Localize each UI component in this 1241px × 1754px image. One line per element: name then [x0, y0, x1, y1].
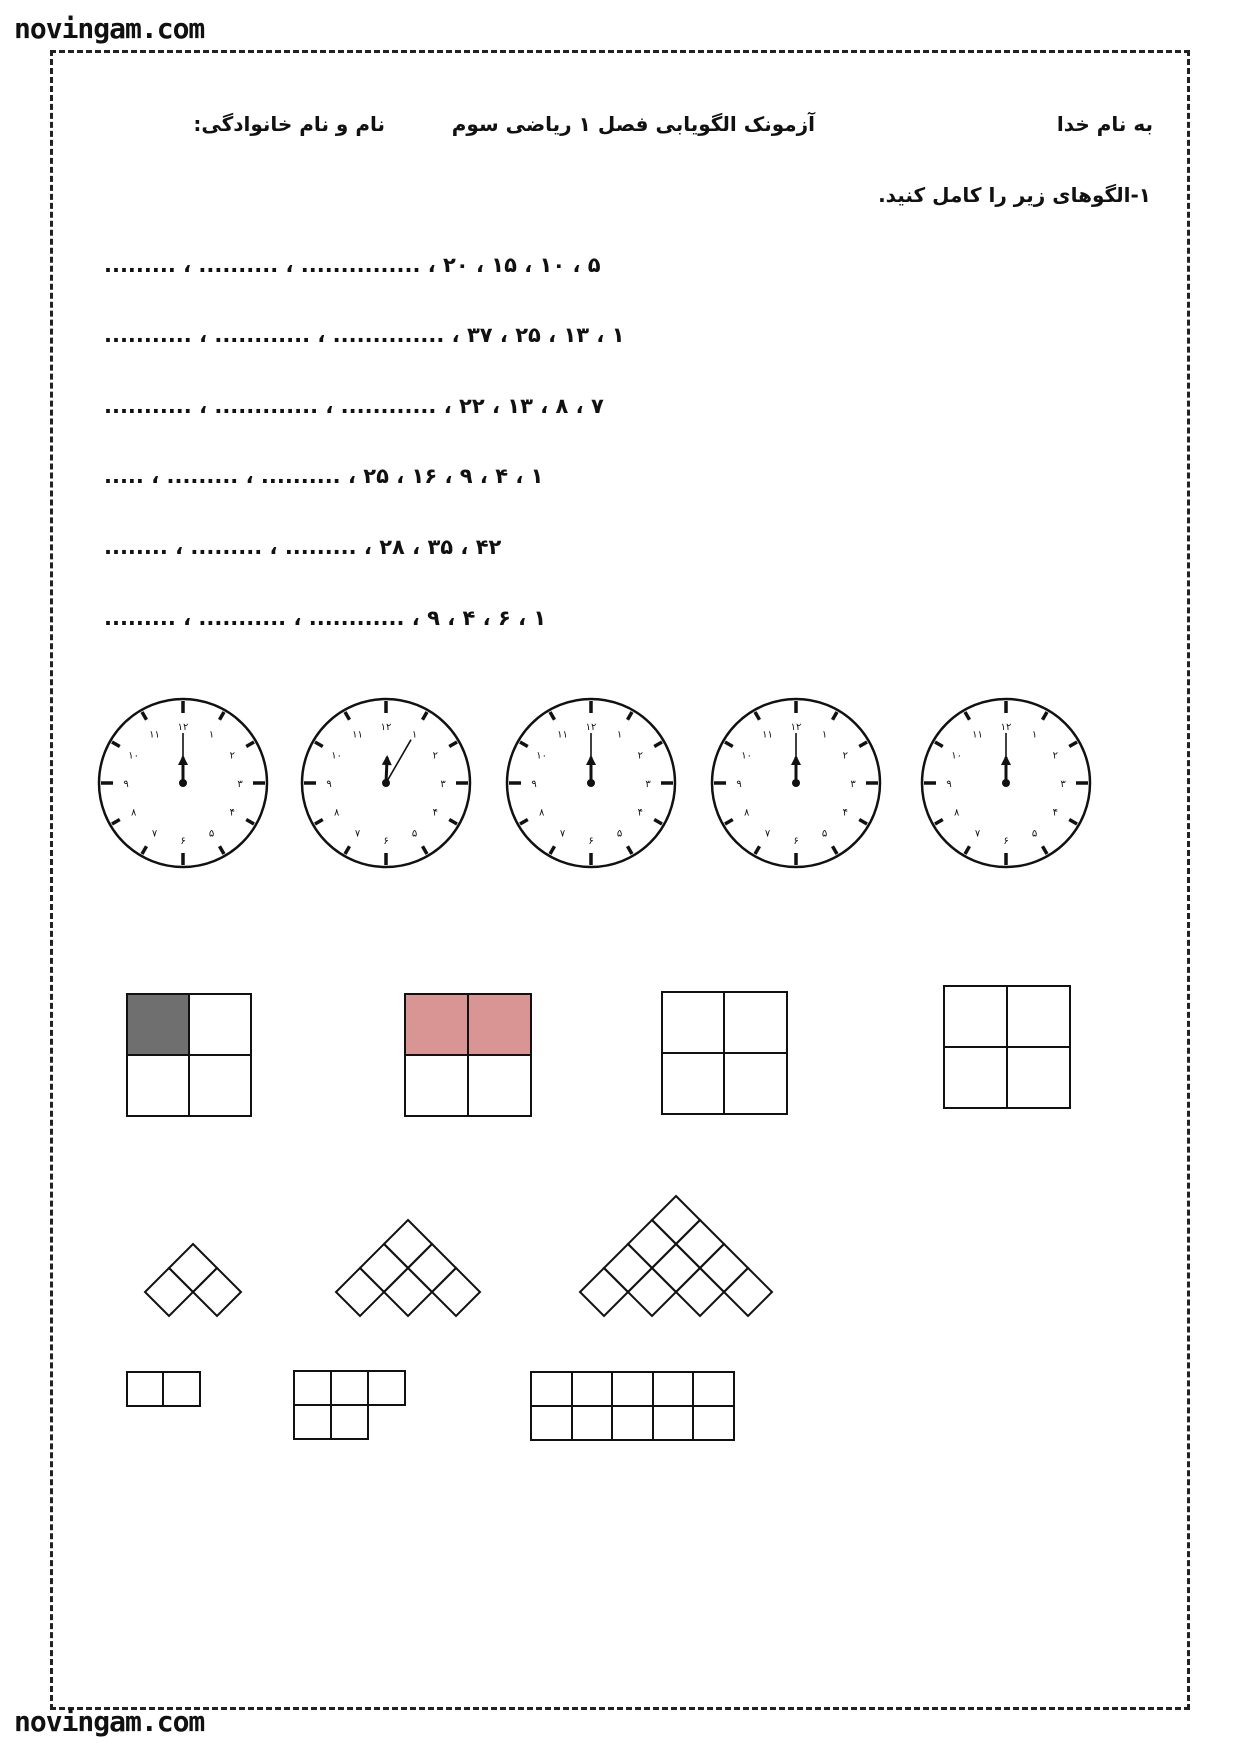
clock-numeral: ۲: [1052, 750, 1059, 762]
clock-numeral: ۳: [645, 779, 651, 790]
rectangle-pattern-3: [531, 1372, 734, 1440]
clock-numeral: ۱: [1031, 729, 1038, 741]
clock-numeral: ۱۱: [352, 729, 363, 741]
clock-numeral: ۹: [326, 779, 332, 790]
clock-numeral: ۱۱: [557, 729, 568, 741]
question-1-prompt: ۱-الگوهای زیر را کامل کنید.: [878, 183, 1151, 207]
clock-numeral: ۸: [538, 807, 545, 819]
clock-numeral: ۱۱: [762, 729, 773, 741]
clock-numeral: ۷: [764, 828, 771, 840]
rectangle-pattern-1: [127, 1372, 200, 1406]
clock-numeral: ۵: [1031, 828, 1038, 840]
clock-numeral: ۷: [559, 828, 566, 840]
clock-numeral: ۵: [208, 828, 215, 840]
clock-numeral: ۷: [974, 828, 981, 840]
clock-numeral: ۹: [946, 779, 952, 790]
clock-numeral: ۱۰: [331, 750, 343, 762]
clock-numeral: ۲: [637, 750, 644, 762]
clock-numeral: ۴: [637, 807, 644, 819]
clock-numeral: ۸: [953, 807, 960, 819]
clock-numeral: ۴: [229, 807, 236, 819]
sequence-2: ۱ ، ۱۳ ، ۲۵ ، ۳۷ ، .............. ، ............ ، ...........: [104, 323, 625, 347]
clock-numeral: ۳: [237, 779, 243, 790]
clock-numeral: ۱: [411, 729, 418, 741]
basmala: به نام خدا: [1056, 112, 1153, 136]
clock-numeral: ۶: [1003, 836, 1009, 847]
clock-numeral: ۶: [793, 836, 799, 847]
clock-numeral: ۷: [354, 828, 361, 840]
clock-numeral: ۱۲: [177, 722, 189, 733]
clock-numeral: ۹: [123, 779, 129, 790]
clock-numeral: ۹: [531, 779, 537, 790]
name-field-label: نام و نام خانوادگی:: [193, 112, 385, 136]
clock-numeral: ۳: [850, 779, 856, 790]
clock-numeral: ۴: [432, 807, 439, 819]
clock-numeral: ۶: [180, 836, 186, 847]
sequence-4: ۱ ، ۴ ، ۹ ، ۱۶ ، ۲۵ ، .......... ، ......... ، .....: [104, 464, 544, 488]
clock-numeral: ۳: [1060, 779, 1066, 790]
quiz-title: آزمونک الگویابی فصل ۱ ریاضی سوم: [451, 112, 815, 136]
clock-numeral: ۷: [151, 828, 158, 840]
clock-numeral: ۵: [411, 828, 418, 840]
clock-numeral: ۱۰: [741, 750, 753, 762]
rectangle-pattern-2: [294, 1371, 405, 1439]
clock-numeral: ۵: [616, 828, 623, 840]
clock-numeral: ۵: [821, 828, 828, 840]
clock-numeral: ۸: [743, 807, 750, 819]
clock-numeral: ۸: [130, 807, 137, 819]
clock-numeral: ۸: [333, 807, 340, 819]
clock-numeral: ۴: [842, 807, 849, 819]
sequence-6: ۱ ، ۶ ، ۴ ، ۹ ، ............ ، ........... ، .........: [104, 606, 547, 630]
clock-numeral: ۹: [736, 779, 742, 790]
sequence-3: ۷ ، ۸ ، ۱۳ ، ۲۲ ، ............ ، ............. ، ...........: [104, 394, 604, 418]
clock-numeral: ۴: [1052, 807, 1059, 819]
clock-numeral: ۱۰: [128, 750, 140, 762]
clock-numeral: ۶: [588, 836, 594, 847]
clock-numeral: ۱: [821, 729, 828, 741]
clock-numeral: ۱۱: [149, 729, 160, 741]
clock-numeral: ۲: [842, 750, 849, 762]
clock-numeral: ۲: [432, 750, 439, 762]
clock-numeral: ۳: [440, 779, 446, 790]
clock-numeral: ۶: [383, 836, 389, 847]
clock-numeral: ۱۰: [536, 750, 548, 762]
clock-numeral: ۱۲: [790, 722, 802, 733]
clock-numeral: ۱۲: [380, 722, 392, 733]
watermark-top: novingam.com: [14, 12, 205, 45]
clock-numeral: ۲: [229, 750, 236, 762]
clock-numeral: ۱: [616, 729, 623, 741]
sequence-1: ۵ ، ۱۰ ، ۱۵ ، ۲۰ ، ............... ، .......... ، .........: [104, 253, 601, 277]
clock-numeral: ۱: [208, 729, 215, 741]
clock-numeral: ۱۰: [951, 750, 963, 762]
clock-numeral: ۱۲: [1000, 722, 1012, 733]
clock-numeral: ۱۲: [585, 722, 597, 733]
clock-numeral: ۱۱: [972, 729, 983, 741]
sequence-5: ۴۲ ، ۳۵ ، ۲۸ ، ......... ، ......... ، ........: [104, 535, 502, 559]
watermark-bottom: novingam.com: [14, 1705, 205, 1738]
